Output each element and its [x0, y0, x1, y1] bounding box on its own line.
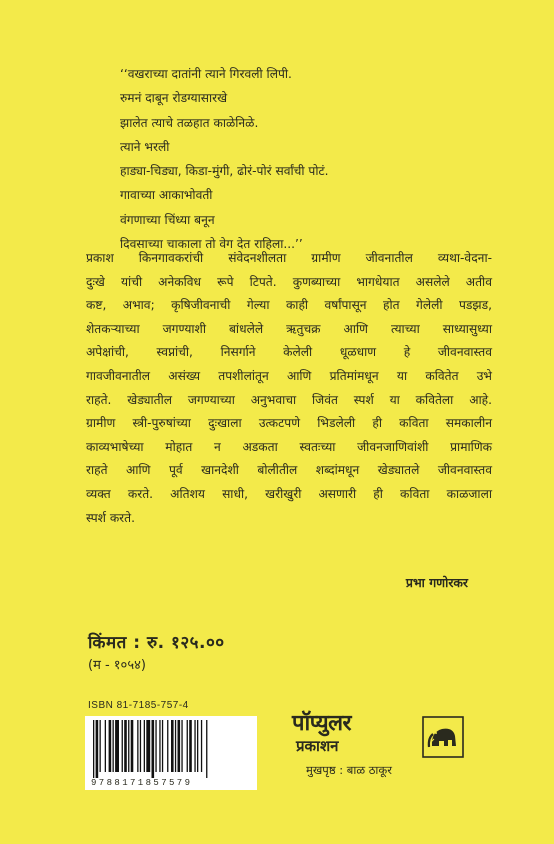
elephant-icon [422, 716, 464, 758]
blurb-line: राहते. खेड्यातील जगण्याच्या अनुभवाचा जिवंत स्पर्श या कवितेला आहे. [86, 392, 492, 407]
poem-excerpt [120, 62, 329, 256]
blurb-line: प्रकाश किनगावकरांची संवेदनशीलता ग्रामीण जीवनातील व्यथा-वेदना- [86, 251, 492, 265]
publisher-name-line2: प्रकाशन [296, 737, 339, 755]
blurb-line: ग्रामीण स्त्री-पुरुषांच्या दुःखाला उत्कटपणे भिडलेली ही कविता समकालीन [86, 416, 492, 431]
isbn-text: ISBN 81-7185-757-4 [88, 700, 189, 711]
blurb-line: शेतकऱ्याच्या जगण्याशी बांधलेले ऋतुचक्र आणि त्याच्या साध्यासुध्या [86, 321, 492, 336]
poem-line: हाड्या-चिड्या, किडा-मुंगी, ढोरं-पोरं सर्वांची पोटं. [120, 164, 329, 179]
poem-line: दिवसाच्या चाकाला तो वेग देत राहिला...’’ [120, 237, 303, 252]
blurb-line: व्यक्त करते. अतिशय साधी, खरीखुरी असणारी ही कविता काळजाला [86, 486, 492, 501]
barcode-digits: 9788171857579 [91, 778, 193, 788]
price-label: किंमत : रु. १२५.०० [88, 633, 225, 653]
blurb-author: प्रभा गणोरकर [405, 575, 468, 590]
publisher-name-line1: पॉप्युलर [292, 711, 351, 736]
poem-line: वंगणाच्या चिंध्या बनून [120, 212, 215, 227]
blurb-line: काव्यभाषेच्या मोहात न अडकता स्वतःच्या जीवनजाणिवांशी प्रामाणिक [86, 439, 492, 454]
barcode [85, 716, 257, 790]
blurb-line: अपेक्षांची, स्वप्नांची, निसर्गाने केलेली धूळधाण हे जीवनवास्तव [86, 345, 492, 360]
blurb-line: दुःखे यांची अनेकविध रूपे टिपते. कुणब्याच्या भागधेयात असलेले अतीव [86, 274, 492, 289]
poem-line: ‘‘वखराच्या दातांनी त्याने गिरवली लिपी. [120, 67, 292, 81]
barcode-bars [93, 720, 249, 778]
blurb-paragraph [86, 247, 492, 530]
blurb-line: कष्ट, अभाव; कृषिजीवनाची गेल्या काही वर्षांपासून होत गेलेली पडझड, [86, 298, 492, 313]
cover-design-credit: मुखपृष्ठ : बाळ ठाकूर [306, 763, 392, 777]
blurb-line: राहते आणि पूर्व खानदेशी बोलीतील शब्दांमधून खेड्यातले जीवनवास्तव [86, 463, 492, 478]
catalog-code: (म - १०५४) [88, 658, 146, 673]
poem-line: रुमनं दाबून रोडग्यासारखे [120, 91, 228, 106]
blurb-line: स्पर्श करते. [86, 510, 135, 525]
publisher-name [292, 713, 351, 757]
poem-line: झालेत त्याचे तळहात काळेनिळे. [120, 115, 259, 130]
poem-line: गावाच्या आकाभोवती [120, 188, 213, 203]
poem-line: त्याने भरली [120, 139, 170, 154]
blurb-line: गावजीवनातील असंख्य तपशीलांतून आणि प्रतिमांमधून या कवितेत उभे [86, 368, 492, 383]
